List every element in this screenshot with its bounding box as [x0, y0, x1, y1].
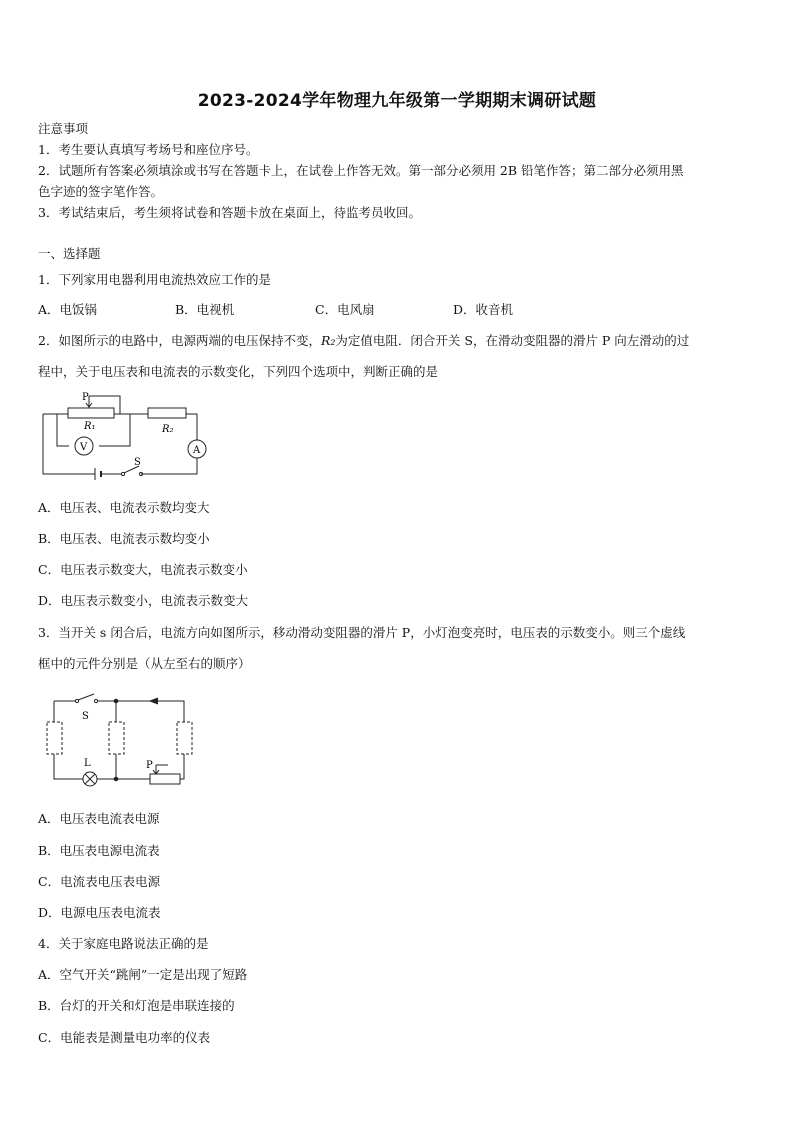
- option-b: B．电视机: [175, 302, 235, 317]
- notice-item: 3．考试结束后，考生须将试卷和答题卡放在桌面上，待监考员收回。: [38, 205, 421, 220]
- question-4-option-a: A．空气开关“跳闸”一定是出现了短路: [38, 967, 248, 982]
- question-3-option-c: C．电流表电压表电源: [38, 874, 161, 889]
- question-1-options: [38, 302, 513, 318]
- voltmeter-label: V: [80, 442, 88, 453]
- question-4-stem: 4．关于家庭电路说法正确的是: [38, 936, 209, 951]
- question-4-option-b: B．台灯的开关和灯泡是串联连接的: [38, 998, 235, 1013]
- question-3-option-b: B．电压表电源电流表: [38, 843, 160, 858]
- question-3-stem-line2: 框中的元件分别是（从左至右的顺序）: [38, 656, 251, 671]
- question-2-stem: [38, 333, 689, 349]
- notice-item: 1．考生要认真填写考场号和座位序号。: [38, 142, 259, 157]
- label-p: P: [82, 392, 89, 403]
- option-c: C．电风扇: [315, 302, 375, 317]
- circuit-diagram-q3: [38, 688, 208, 793]
- question-2-option-c: C．电压表示数变大，电流表示数变小: [38, 562, 248, 577]
- question-4-option-c: C．电能表是测量电功率的仪表: [38, 1030, 211, 1045]
- question-1-stem: 1．下列家用电器利用电流热效应工作的是: [38, 272, 271, 287]
- switch-label: S: [82, 711, 89, 722]
- stem-text: 2．如图所示的电路中，电源两端的电压保持不变，: [38, 333, 321, 348]
- notice-heading: 注意事项: [38, 121, 89, 136]
- page-title: 2023-2024学年物理九年级第一学期期末调研试题: [197, 91, 597, 111]
- stem-text: 为定值电阻．闭合开关 S，在滑动变阻器的滑片 P 向左滑动的过: [335, 333, 690, 348]
- label-r1: R₁: [84, 421, 96, 432]
- option-d: D．收音机: [453, 302, 514, 317]
- option-a: A．电饭锅: [38, 302, 98, 317]
- question-3-option-a: A．电压表电流表电源: [38, 811, 160, 826]
- question-2-option-b: B．电压表、电流表示数均变小: [38, 531, 210, 546]
- question-2-stem-line2: 程中，关于电压表和电流表的示数变化，下列四个选项中，判断正确的是: [38, 364, 439, 379]
- question-2-option-d: D．电压表示数变小，电流表示数变大: [38, 593, 249, 608]
- r2-symbol: R₂: [320, 333, 336, 348]
- slider-label: P: [146, 760, 153, 771]
- notice-item: 色字迹的签字笔作答。: [38, 184, 164, 199]
- notice-item: 2．试题所有答案必须填涂或书写在答题卡上，在试卷上作答无效。第一部分必须用 2B 铅笔作答；第二部分必须用黑: [38, 163, 684, 178]
- question-2-option-a: A．电压表、电流表示数均变大: [38, 500, 210, 515]
- lamp-label: L: [84, 758, 91, 769]
- section-heading: 一、选择题: [38, 246, 101, 261]
- question-3-stem: 3．当开关 s 闭合后，电流方向如图所示，移动滑动变阻器的滑片 P，小灯泡变亮时，电压表的示数变小。则三个虚线: [38, 625, 686, 640]
- label-r2: R₂: [162, 424, 174, 435]
- question-3-option-d: D．电源电压表电流表: [38, 905, 161, 920]
- switch-label: S: [134, 457, 141, 468]
- circuit-diagram-q2: [38, 388, 218, 480]
- ammeter-label: A: [193, 445, 201, 456]
